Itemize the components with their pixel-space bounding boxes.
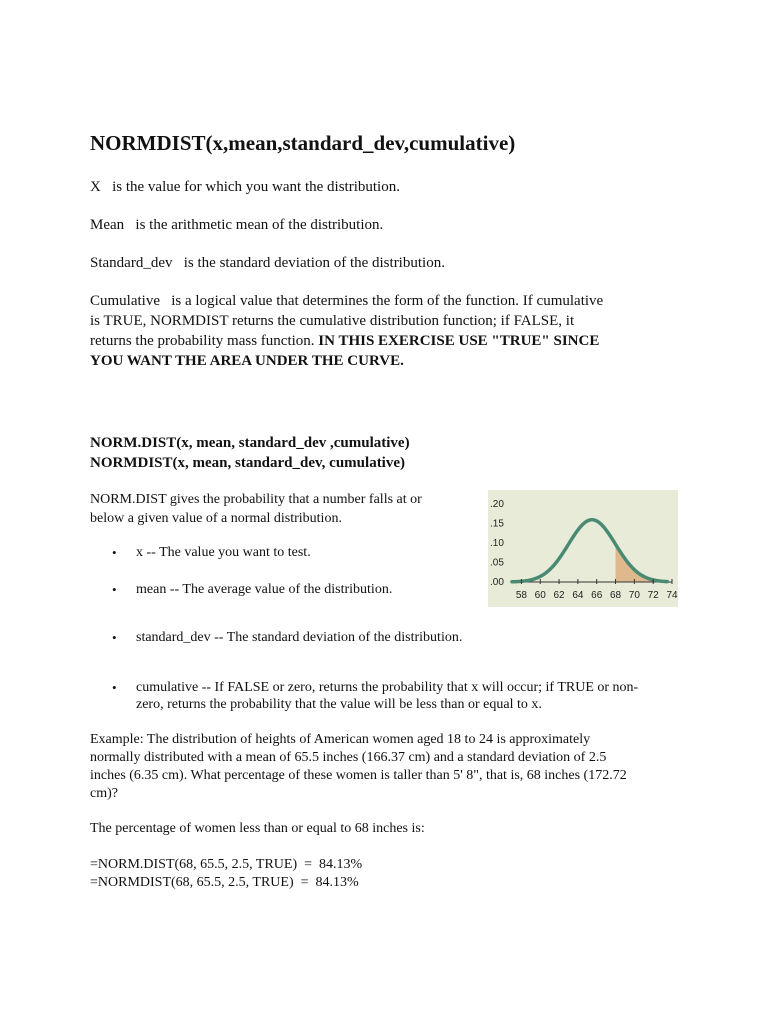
- intro-line2: below a given value of a normal distribution.: [90, 511, 342, 526]
- x-tick-label: 70: [628, 590, 640, 601]
- page-title: NORMDIST(x,mean,standard_dev,cumulative): [90, 131, 516, 155]
- param-x-desc: is the value for which you want the distribution.: [112, 179, 400, 195]
- formula-normdist: =NORMDIST(68, 65.5, 2.5, TRUE) = 84.13%: [90, 875, 359, 890]
- bullet-text: x -- The value you want to test.: [136, 545, 311, 560]
- example-line4: cm)?: [90, 786, 118, 801]
- example-text: [90, 731, 690, 803]
- y-tick-label: .10: [490, 538, 504, 549]
- x-tick-label: 58: [515, 590, 527, 601]
- param-cumulative-line2: is TRUE, NORMDIST returns the cumulative distribution function; if FALSE, it: [90, 313, 575, 329]
- chart-svg: [488, 490, 678, 607]
- param-standard-dev-desc: is the standard deviation of the distribution.: [183, 255, 445, 271]
- result-intro: The percentage of women less than or equal to 68 inches is:: [90, 821, 425, 836]
- x-tick-label: 60: [534, 590, 546, 601]
- y-tick-label: .00: [490, 577, 504, 588]
- example-line1: Example: The distribution of heights of American women aged 18 to 24 is approximately: [90, 732, 591, 747]
- section-heading-normdist: NORMDIST(x, mean, standard_dev, cumulative): [90, 455, 406, 471]
- example-line2: normally distributed with a mean of 65.5 inches (166.37 cm) and a standard deviation of 2.5: [90, 750, 607, 765]
- example-line3: inches (6.35 cm). What percentage of these women is taller than 5' 8", that is, 68 inches (172.72: [90, 768, 627, 783]
- param-cumulative-name: Cumulative: [90, 293, 160, 309]
- param-x-name: X: [90, 179, 101, 195]
- y-tick-label: .15: [490, 518, 504, 530]
- y-tick-label: .20: [490, 499, 504, 510]
- x-tick-label: 66: [591, 590, 603, 601]
- x-tick-label: 64: [572, 590, 584, 601]
- bullet-icon: •: [112, 680, 117, 695]
- bullet-text-line2: zero, returns the probability that the value will be less than or equal to x.: [136, 697, 542, 712]
- exercise-note: IN THIS EXERCISE USE "TRUE" SINCE: [318, 333, 600, 349]
- param-standard-dev: [90, 253, 690, 273]
- normal-distribution-chart: [488, 490, 678, 607]
- param-mean: [90, 215, 690, 235]
- intro-text: [90, 490, 470, 528]
- list-item: [112, 679, 682, 719]
- section-heading-norm-dist: NORM.DIST(x, mean, standard_dev ,cumulative): [90, 435, 410, 451]
- param-standard-dev-name: Standard_dev: [90, 255, 173, 271]
- bullet-text: mean -- The average value of the distribution.: [136, 582, 393, 597]
- bullet-icon: •: [112, 545, 117, 560]
- formula-norm-dist: =NORM.DIST(68, 65.5, 2.5, TRUE) = 84.13%: [90, 857, 363, 872]
- bullet-text: cumulative -- If FALSE or zero, returns the probability that x will occur; if TRUE or non-: [136, 680, 639, 695]
- x-tick-label: 62: [553, 590, 565, 601]
- x-tick-label: 74: [666, 590, 678, 601]
- list-item: [112, 629, 672, 649]
- exercise-note-line2: YOU WANT THE AREA UNDER THE CURVE.: [90, 353, 404, 369]
- bullet-text: standard_dev -- The standard deviation of the distribution.: [136, 630, 463, 645]
- intro-line1: NORM.DIST gives the probability that a number falls at or: [90, 492, 422, 507]
- param-cumulative-line1: is a logical value that determines the form of the function. If cumulative: [171, 293, 604, 309]
- param-cumulative-line3: returns the probability mass function.: [90, 333, 315, 349]
- y-tick-label: .05: [490, 557, 504, 569]
- x-tick-label: 68: [609, 590, 622, 601]
- bullet-icon: •: [112, 630, 117, 645]
- bullet-icon: •: [112, 582, 117, 597]
- param-cumulative: [90, 291, 710, 371]
- param-x: [90, 177, 690, 197]
- x-tick-label: 72: [647, 590, 659, 601]
- param-mean-desc: is the arithmetic mean of the distribution.: [135, 217, 384, 233]
- param-mean-name: Mean: [90, 217, 125, 233]
